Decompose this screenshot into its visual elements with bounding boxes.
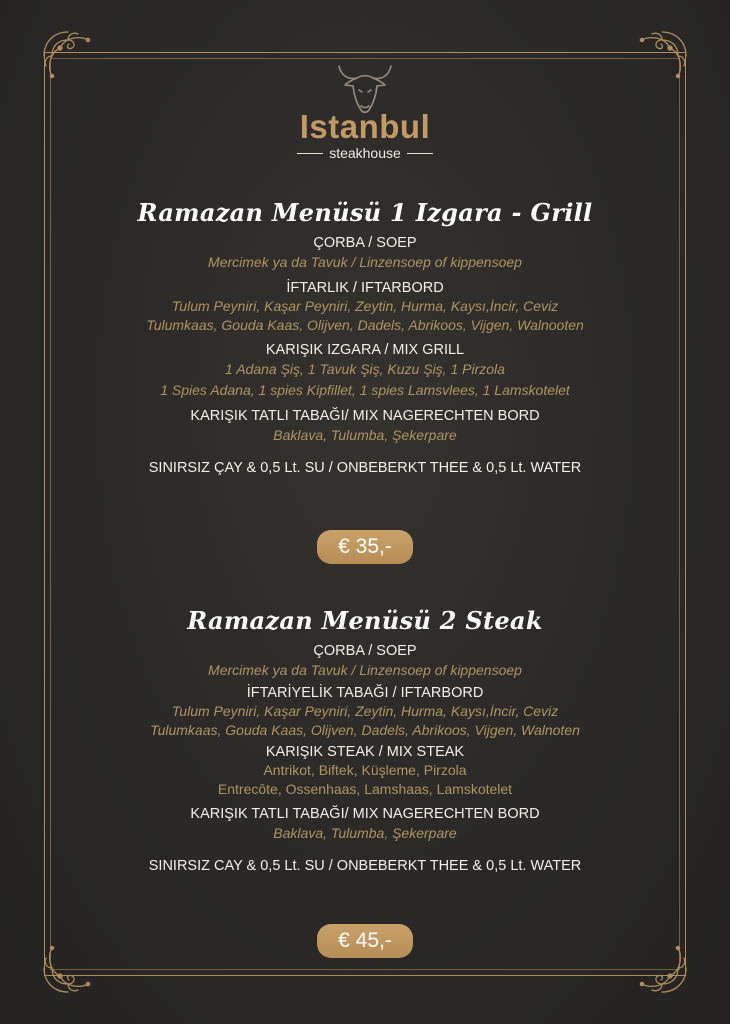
brand-subtitle: steakhouse: [329, 145, 401, 161]
main-items-tr: 1 Adana Şiş, 1 Tavuk Şiş, Kuzu Şiş, 1 Pirzola: [225, 361, 505, 377]
soup-description: Mercimek ya da Tavuk / Linzensoep of kippensoep: [208, 662, 522, 678]
brand-logo: [0, 58, 730, 161]
main-heading: KARIŞIK IZGARA / MIX GRILL: [265, 342, 465, 358]
ornament-bottom-right-icon: [636, 942, 692, 998]
drinks-line: SINIRSIZ ÇAY & 0,5 Lt. SU / ONBEBERKT THEE & 0,5 Lt. WATER: [148, 460, 582, 476]
subtitle-rule-right: [407, 153, 433, 154]
dessert-heading: KARIŞIK TATLI TABAĞI/ MIX NAGERECHTEN BORD: [190, 408, 540, 424]
brand-name: Istanbul: [299, 108, 431, 145]
iftar-items-nl: Tulumkaas, Gouda Kaas, Olijven, Dadels, Abrikoos, Vijgen, Walnooten: [146, 317, 584, 333]
menu-2: [0, 606, 730, 875]
soup-heading: ÇORBA / SOEP: [313, 643, 417, 659]
iftar-items-tr: Tulum Peyniri, Kaşar Peyniri, Zeytin, Hurma, Kaysı,İncir, Ceviz: [171, 703, 559, 719]
menu-1: [0, 198, 730, 477]
soup-description: Mercimek ya da Tavuk / Linzensoep of kippensoep: [208, 254, 522, 270]
main-items-tr: Antrikot, Biftek, Küşleme, Pirzola: [263, 762, 467, 778]
dessert-heading: KARIŞIK TATLI TABAĞI/ MIX NAGERECHTEN BORD: [190, 806, 540, 822]
price-badge: € 35,-: [317, 530, 413, 564]
subtitle-rule-left: [297, 153, 323, 154]
brand-subtitle-row: [0, 145, 730, 161]
drinks-line: SINIRSIZ CAY & 0,5 Lt. SU / ONBEBERKT THEE & 0,5 Lt. WATER: [148, 858, 582, 874]
main-items-nl: Entrecôte, Ossenhaas, Lamshaas, Lamskotelet: [217, 781, 513, 797]
iftar-heading: İFTARİYELİK TABAĞI / IFTARBORD: [246, 685, 484, 701]
dessert-description: Baklava, Tulumba, Şekerpare: [273, 825, 457, 841]
iftar-items-tr: Tulum Peyniri, Kaşar Peyniri, Zeytin, Hurma, Kaysı,İncir, Ceviz: [171, 298, 559, 314]
iftar-items-nl: Tulumkaas, Gouda Kaas, Olijven, Dadels, Abrikoos, Vijgen, Walnoten: [150, 722, 580, 738]
menu-title: Ramazan Menüsü 1 Izgara - Grill: [137, 198, 593, 227]
price-badge: € 45,-: [317, 924, 413, 958]
ornament-bottom-left-icon: [38, 942, 94, 998]
main-heading: KARIŞIK STEAK / MIX STEAK: [265, 744, 465, 760]
iftar-heading: İFTARLIK / IFTARBORD: [286, 280, 444, 296]
dessert-description: Baklava, Tulumba, Şekerpare: [273, 427, 457, 443]
menu-title: Ramazan Menüsü 2 Steak: [187, 606, 543, 635]
soup-heading: ÇORBA / SOEP: [313, 235, 417, 251]
main-items-nl: 1 Spies Adana, 1 spies Kipfillet, 1 spies Lamsvlees, 1 Lamskotelet: [160, 382, 570, 398]
